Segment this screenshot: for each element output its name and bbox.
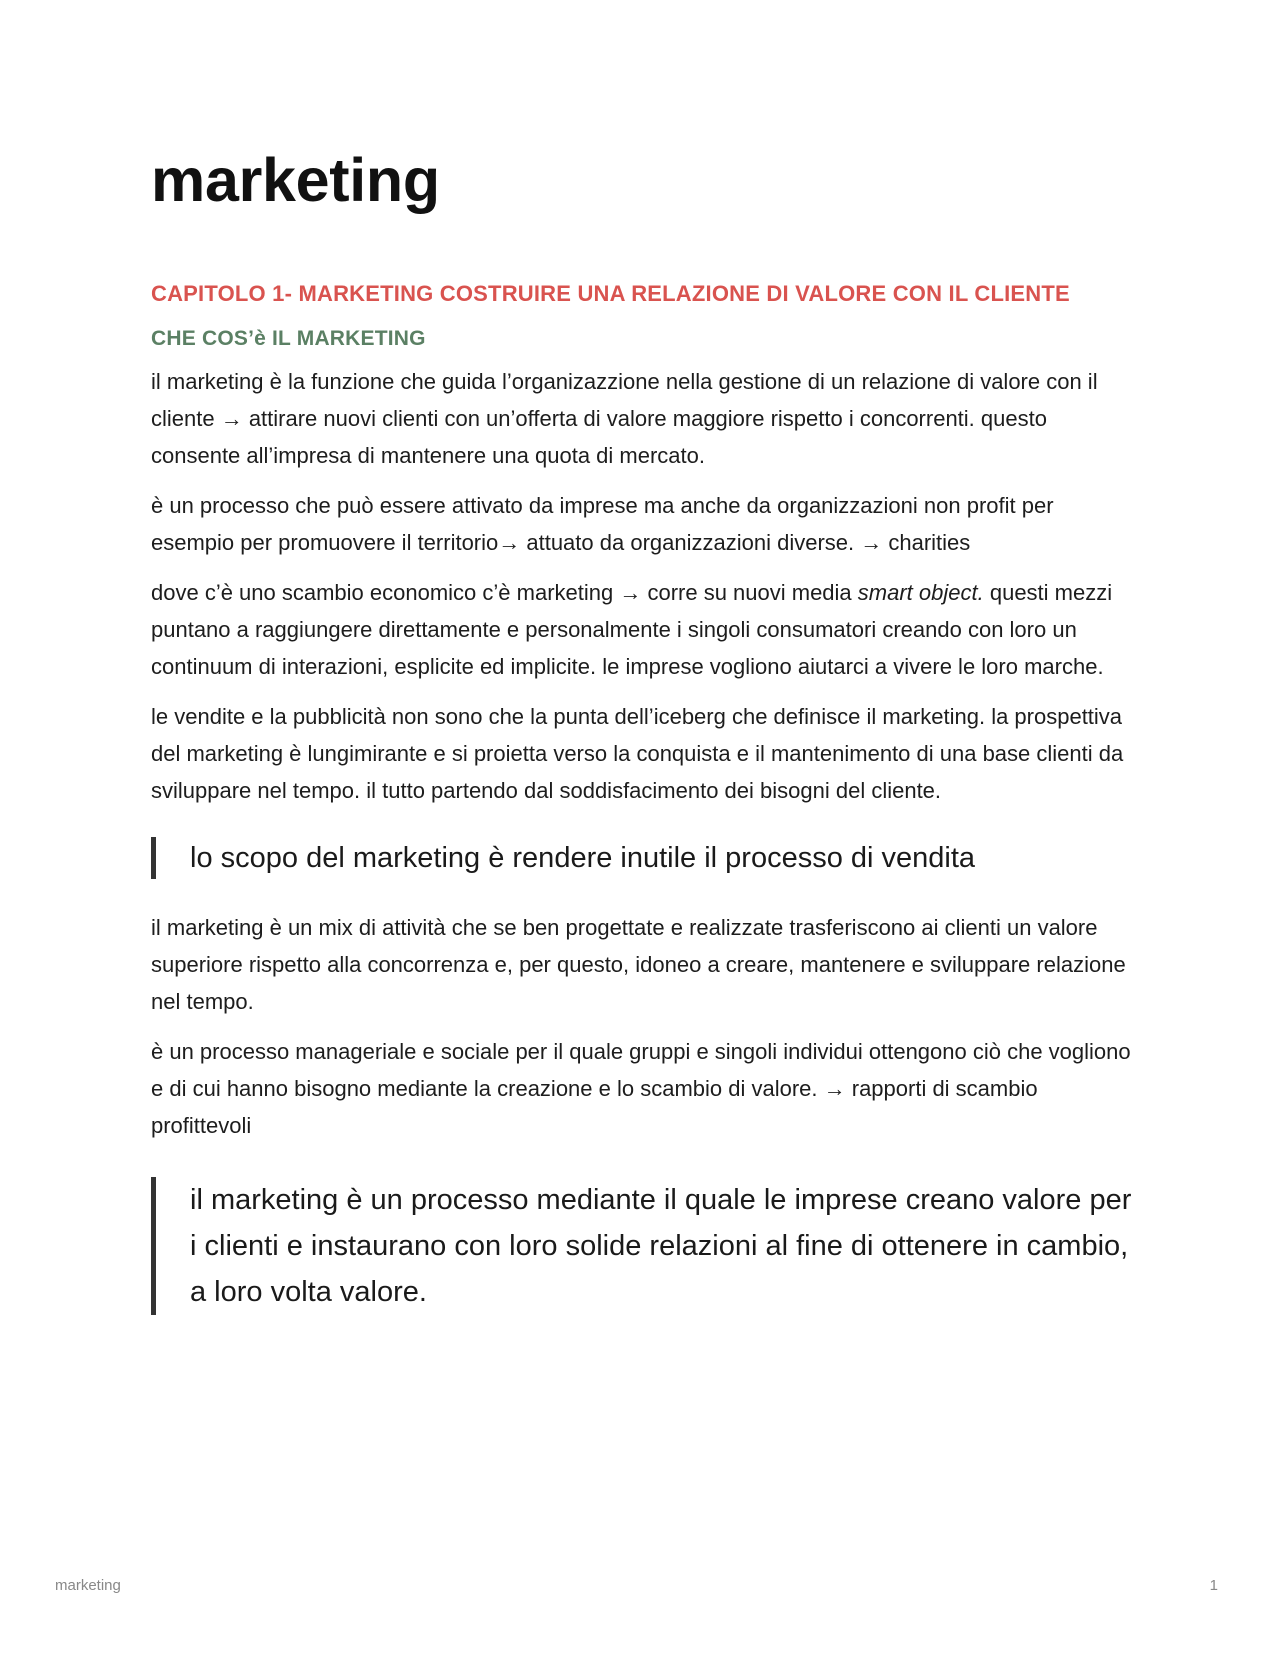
- document-title: marketing: [151, 146, 440, 214]
- section-heading: CHE COS’è IL MARKETING: [151, 327, 426, 350]
- paragraph-3-italic-term: smart object.: [857, 580, 984, 605]
- paragraph-6: è un processo manageriale e sociale per il quale gruppi e singoli individui ottengono ciò che vogliono e di cui hanno bisogno mediante la creazione e lo scambio di valore. → rapporti di scambio profittevoli: [151, 1039, 1131, 1138]
- paragraph-3-text-end: questi mezzi puntano a raggiungere direttamente e personalmente i singoli consumatori creando con loro un continuum di interazioni, esplicite ed implicite. le imprese vogliono aiutarci a vivere le loro marche.: [151, 580, 1113, 679]
- paragraph-2: è un processo che può essere attivato da imprese ma anche da organizzazioni non profit per esempio per promuovere il territorio→ attuato da organizzazioni diverse. → charities: [151, 493, 1054, 555]
- paragraph-4: le vendite e la pubblicità non sono che la punta dell’iceberg che definisce il marketing. la prospettiva del marketing è lungimirante e si proietta verso la conquista e il mantenimento di una base clienti da sviluppare nel tempo. il tutto partendo dal soddisfacimento dei bisogni del cliente.: [151, 704, 1124, 803]
- paragraph-5: il marketing è un mix di attività che se ben progettate e realizzate trasferiscono ai clienti un valore superiore rispetto alla concorrenza e, per questo, idoneo a creare, mantenere e sviluppare relazione nel tempo.: [151, 915, 1126, 1014]
- paragraph-1: il marketing è la funzione che guida l’organizazzione nella gestione di un relazione di valore con il cliente → attirare nuovi clienti con un’offerta di valore maggiore rispetto i concorrenti. questo consente all’impresa di mantenere una quota di mercato.: [151, 369, 1098, 468]
- footer-document-name: marketing: [55, 1577, 121, 1594]
- footer-page-number: 1: [1209, 1577, 1218, 1594]
- chapter-heading: CAPITOLO 1- MARKETING COSTRUIRE UNA RELAZIONE DI VALORE CON IL CLIENTE: [151, 281, 1070, 306]
- document-page: [151, 146, 1136, 1315]
- paragraph-3-text-start: dove c’è uno scambio economico c’è marketing → corre su nuovi media: [151, 580, 858, 605]
- blockquote-scope: lo scopo del marketing è rendere inutile il processo di vendita: [151, 837, 1136, 879]
- blockquote-definition: il marketing è un processo mediante il quale le imprese creano valore per i clienti e instaurano con loro solide relazioni al fine di ottenere in cambio, a loro volta valore.: [151, 1177, 1136, 1315]
- paragraph-3: [151, 574, 1136, 685]
